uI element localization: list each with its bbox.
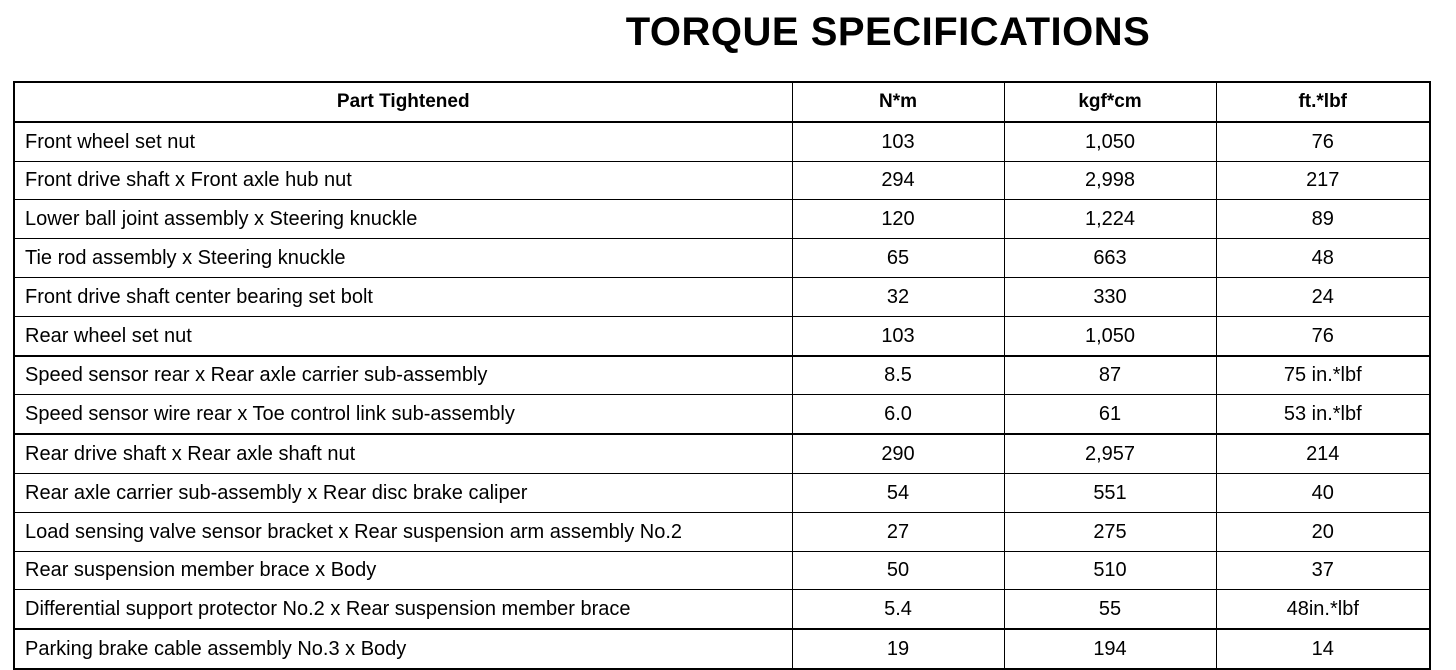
cell-nm: 5.4	[792, 590, 1004, 629]
cell-part: Lower ball joint assembly x Steering knuckle	[14, 200, 792, 239]
torque-spec-table	[13, 81, 1431, 670]
cell-ftlbf: 76	[1216, 316, 1430, 355]
table-row	[14, 395, 1430, 434]
cell-kgfcm: 2,957	[1004, 434, 1216, 473]
cell-nm: 27	[792, 512, 1004, 551]
cell-ftlbf: 37	[1216, 551, 1430, 590]
cell-part: Rear axle carrier sub-assembly x Rear disc brake caliper	[14, 473, 792, 512]
cell-ftlbf: 48	[1216, 239, 1430, 278]
cell-nm: 8.5	[792, 356, 1004, 395]
header-ftlbf: ft.*lbf	[1216, 82, 1430, 122]
cell-part: Front drive shaft center bearing set bolt	[14, 277, 792, 316]
cell-nm: 103	[792, 316, 1004, 355]
cell-part: Rear drive shaft x Rear axle shaft nut	[14, 434, 792, 473]
cell-ftlbf: 20	[1216, 512, 1430, 551]
cell-part: Rear wheel set nut	[14, 316, 792, 355]
table-row	[14, 161, 1430, 200]
cell-part: Speed sensor wire rear x Toe control link sub-assembly	[14, 395, 792, 434]
table-row	[14, 473, 1430, 512]
cell-ftlbf: 48in.*lbf	[1216, 590, 1430, 629]
cell-part: Front drive shaft x Front axle hub nut	[14, 161, 792, 200]
cell-kgfcm: 551	[1004, 473, 1216, 512]
cell-kgfcm: 663	[1004, 239, 1216, 278]
cell-ftlbf: 89	[1216, 200, 1430, 239]
cell-nm: 103	[792, 122, 1004, 161]
cell-part: Differential support protector No.2 x Rear suspension member brace	[14, 590, 792, 629]
cell-ftlbf: 75 in.*lbf	[1216, 356, 1430, 395]
cell-part: Parking brake cable assembly No.3 x Body	[14, 629, 792, 669]
cell-nm: 6.0	[792, 395, 1004, 434]
table-row	[14, 590, 1430, 629]
table-row	[14, 239, 1430, 278]
cell-part: Tie rod assembly x Steering knuckle	[14, 239, 792, 278]
cell-nm: 120	[792, 200, 1004, 239]
cell-ftlbf: 214	[1216, 434, 1430, 473]
cell-kgfcm: 275	[1004, 512, 1216, 551]
cell-nm: 290	[792, 434, 1004, 473]
cell-part: Load sensing valve sensor bracket x Rear suspension arm assembly No.2	[14, 512, 792, 551]
cell-kgfcm: 2,998	[1004, 161, 1216, 200]
cell-ftlbf: 40	[1216, 473, 1430, 512]
cell-part: Rear suspension member brace x Body	[14, 551, 792, 590]
table-row	[14, 551, 1430, 590]
table-row	[14, 512, 1430, 551]
cell-ftlbf: 53 in.*lbf	[1216, 395, 1430, 434]
cell-ftlbf: 76	[1216, 122, 1430, 161]
cell-kgfcm: 194	[1004, 629, 1216, 669]
cell-kgfcm: 61	[1004, 395, 1216, 434]
page-title: TORQUE SPECIFICATIONS	[625, 10, 1151, 54]
table-row	[14, 200, 1430, 239]
table-row	[14, 277, 1430, 316]
cell-nm: 294	[792, 161, 1004, 200]
cell-ftlbf: 14	[1216, 629, 1430, 669]
cell-nm: 32	[792, 277, 1004, 316]
cell-part: Front wheel set nut	[14, 122, 792, 161]
table-row	[14, 629, 1430, 669]
header-kgfcm: kgf*cm	[1004, 82, 1216, 122]
cell-kgfcm: 1,050	[1004, 122, 1216, 161]
table-row	[14, 434, 1430, 473]
table-row	[14, 356, 1430, 395]
cell-kgfcm: 55	[1004, 590, 1216, 629]
table-row	[14, 122, 1430, 161]
cell-nm: 65	[792, 239, 1004, 278]
cell-kgfcm: 87	[1004, 356, 1216, 395]
cell-nm: 50	[792, 551, 1004, 590]
table-row	[14, 316, 1430, 355]
cell-ftlbf: 217	[1216, 161, 1430, 200]
cell-nm: 19	[792, 629, 1004, 669]
cell-part: Speed sensor rear x Rear axle carrier sub-assembly	[14, 356, 792, 395]
cell-kgfcm: 510	[1004, 551, 1216, 590]
cell-kgfcm: 330	[1004, 277, 1216, 316]
header-part-tightened: Part Tightened	[14, 82, 792, 122]
cell-kgfcm: 1,050	[1004, 316, 1216, 355]
table-header-row	[14, 82, 1430, 122]
header-nm: N*m	[792, 82, 1004, 122]
cell-ftlbf: 24	[1216, 277, 1430, 316]
cell-nm: 54	[792, 473, 1004, 512]
cell-kgfcm: 1,224	[1004, 200, 1216, 239]
